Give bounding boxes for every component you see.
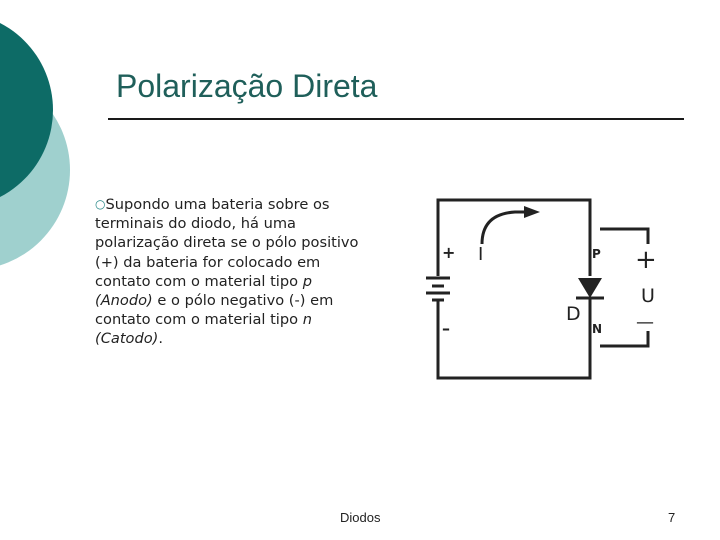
body-text-1: Supondo uma bateria sobre os terminais do diodo, há uma — [95, 196, 330, 233]
diode-label: D — [566, 303, 581, 325]
circuit-diagram — [420, 192, 670, 384]
current-label: I — [478, 244, 484, 265]
p-terminal-label: P — [592, 247, 601, 261]
page-number: 7 — [668, 510, 676, 525]
bullet-paragraph — [95, 195, 365, 349]
title-underline — [108, 118, 684, 120]
body-text-4: . — [158, 330, 164, 348]
voltage-plus-label: + — [635, 245, 657, 275]
voltage-bracket-top — [600, 229, 648, 244]
current-arrowhead-icon — [524, 206, 540, 218]
battery-icon — [426, 278, 450, 300]
n-terminal-label: N — [592, 322, 603, 336]
current-arrow-icon — [482, 212, 526, 244]
voltage-bracket-bottom — [600, 331, 648, 346]
body-italic-anodo: p (Anodo) — [95, 272, 312, 310]
body-emphasis: polarização direta — [95, 234, 227, 252]
voltage-minus-label: — — [636, 312, 654, 333]
footer-title: Diodos — [340, 510, 381, 525]
voltage-label: U — [641, 285, 655, 307]
battery-minus-label: – — [442, 319, 450, 338]
slide-title: Polarização Direta — [116, 68, 378, 104]
body-text-3: e o pólo negativo (-) em contato com o material tipo — [95, 292, 334, 329]
body-italic-catodo: n (Catodo) — [95, 311, 312, 348]
body-text-2: se o pólo positivo (+) da bateria for colocado em contato com o material tipo — [95, 234, 359, 290]
diode-icon — [576, 278, 604, 298]
circuit-wires — [438, 200, 590, 378]
bullet-icon: ○ — [95, 197, 106, 211]
battery-plus-label: + — [442, 243, 456, 262]
